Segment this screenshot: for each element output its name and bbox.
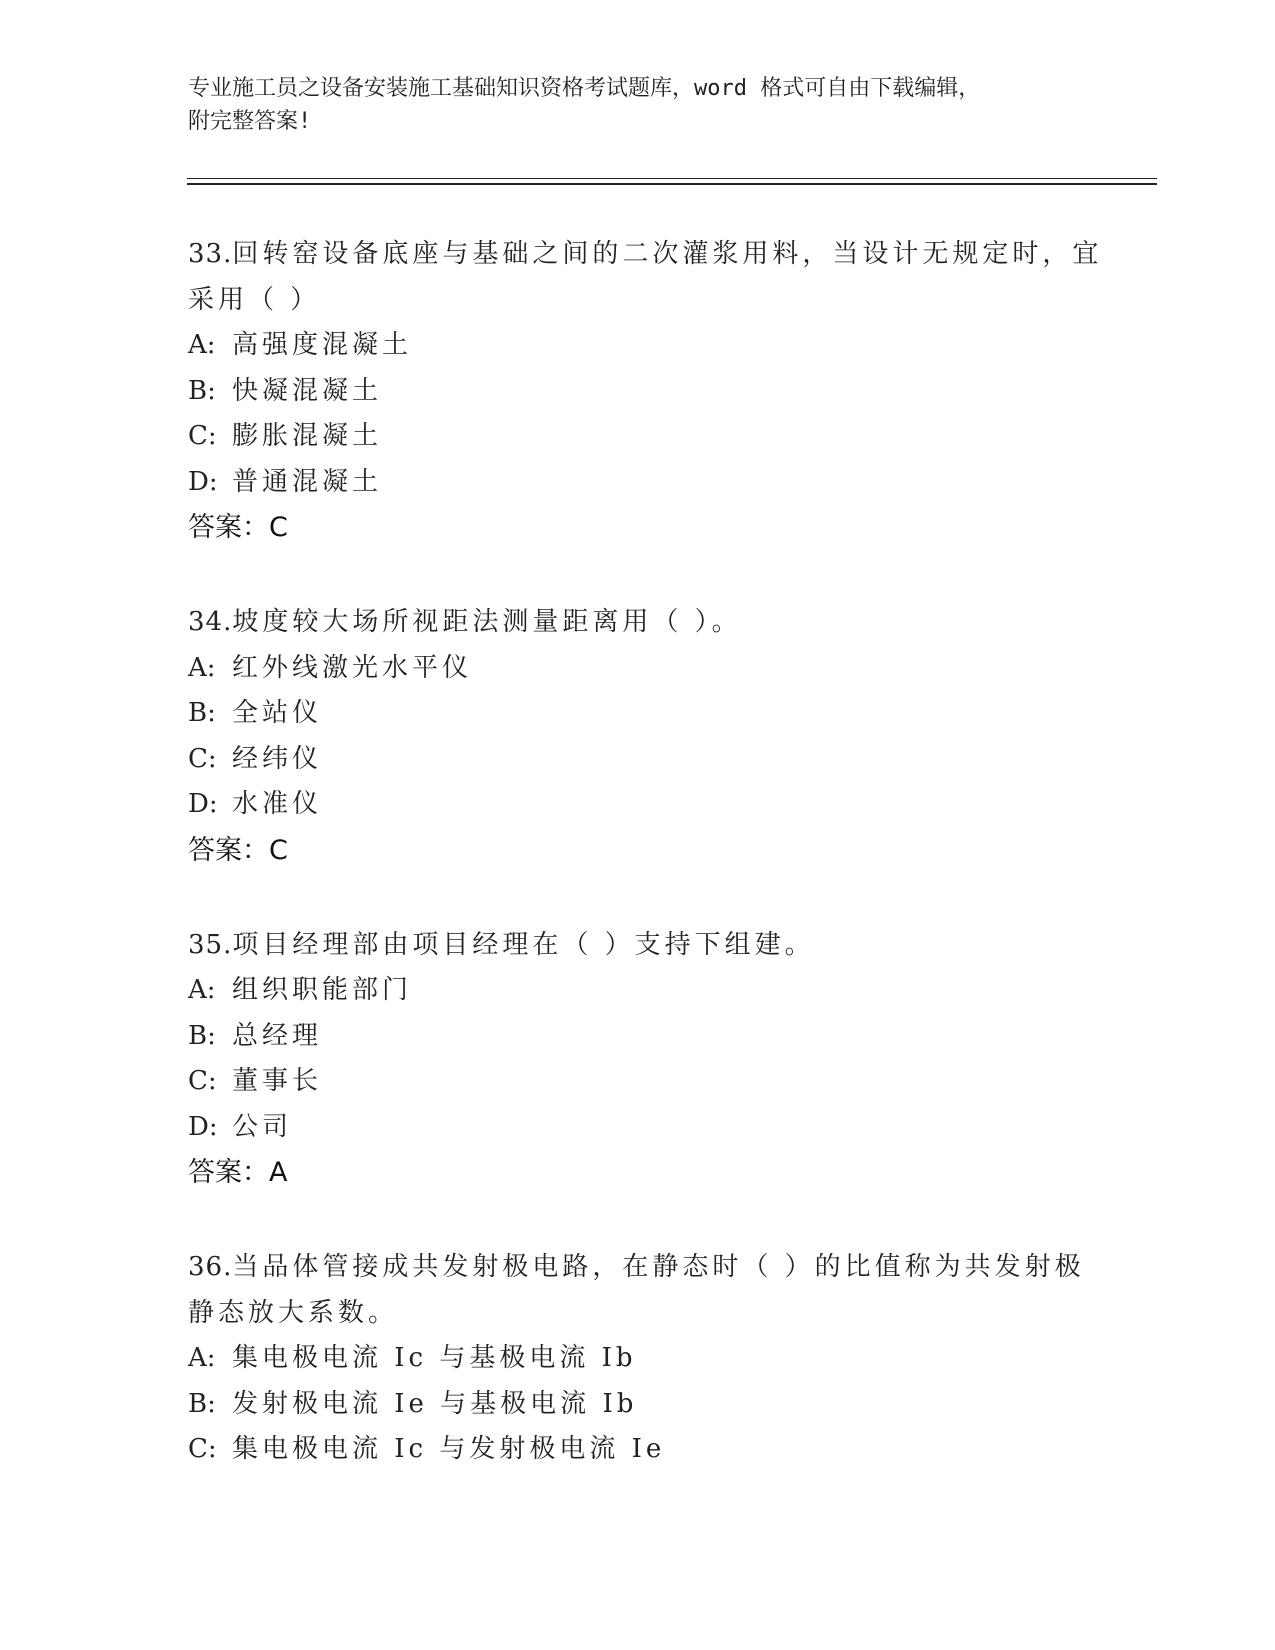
answer-key: 答案：A <box>188 1157 288 1188</box>
question-33 <box>188 232 1103 550</box>
option-text: 董事长 <box>232 1066 323 1096</box>
option-key: D: <box>188 1111 218 1142</box>
answer-option <box>188 1014 1088 1060</box>
question-stem-line <box>188 600 1088 646</box>
option-text: 集电极电流 Ic 与发射极电流 Ie <box>232 1434 666 1464</box>
answer-option <box>188 1336 1088 1382</box>
option-key: D: <box>188 789 218 819</box>
option-text: 经纬仪 <box>232 743 323 774</box>
option-key: A: <box>188 975 216 1005</box>
question-stem-text: 采用（ ） <box>188 284 321 315</box>
question-number: 34. <box>188 607 233 637</box>
option-key: B: <box>188 698 216 728</box>
question-stem-text: 静态放大系数。 <box>188 1297 399 1328</box>
option-key: B: <box>188 375 216 406</box>
option-key: C: <box>188 743 217 774</box>
answer-option <box>188 323 1088 369</box>
answer-option <box>188 691 1088 737</box>
answer-option <box>188 1427 1088 1473</box>
option-text: 水准仪 <box>232 789 323 819</box>
option-key: A: <box>188 1343 216 1373</box>
question-number: 35. <box>188 929 233 960</box>
option-key: D: <box>188 466 218 497</box>
header-line-2: 附完整答案! <box>188 109 312 134</box>
header-divider-bottom <box>187 183 1157 185</box>
question-stem-line <box>188 278 1088 324</box>
option-key: A: <box>188 330 216 360</box>
option-text: 组织职能部门 <box>232 975 413 1005</box>
option-text: 集电极电流 Ic 与基极电流 Ib <box>232 1343 637 1373</box>
question-stem-line <box>188 1245 1088 1291</box>
option-text: 高强度混凝土 <box>232 330 413 360</box>
answer-option <box>188 460 1088 506</box>
option-text: 普通混凝土 <box>232 466 383 497</box>
option-key: B: <box>188 1020 216 1051</box>
answer-option <box>188 1105 1088 1151</box>
answer-option <box>188 782 1088 828</box>
option-text: 公司 <box>232 1111 293 1142</box>
header-line-1: 专业施工员之设备安装施工基础知识资格考试题库，word 格式可自由下载编辑， <box>188 76 981 101</box>
question-number: 33. <box>188 239 233 269</box>
answer-option <box>188 968 1088 1014</box>
question-stem-text: 坡度较大场所视距法测量距离用（ ）。 <box>232 607 742 637</box>
answer-key: 答案：C <box>188 834 288 866</box>
option-text: 快凝混凝土 <box>232 375 383 406</box>
option-key: C: <box>188 1434 217 1464</box>
answer-option <box>188 414 1088 460</box>
answer-option <box>188 1382 1088 1428</box>
option-key: C: <box>188 421 217 451</box>
answer-option <box>188 737 1088 783</box>
question-stem-line <box>188 923 1088 969</box>
option-key: B: <box>188 1388 216 1419</box>
option-text: 膨胀混凝土 <box>232 421 383 451</box>
option-text: 全站仪 <box>232 698 323 728</box>
option-text: 发射极电流 Ie 与基极电流 Ib <box>232 1388 638 1419</box>
question-stem-text: 回转窑设备底座与基础之间的二次灌浆用料，当设计无规定时，宜 <box>232 239 1103 269</box>
answer-key: 答案：C <box>188 512 288 543</box>
option-text: 总经理 <box>232 1020 323 1051</box>
answer-option <box>188 646 1088 692</box>
question-number: 36. <box>188 1252 233 1282</box>
question-stem-text: 当品体管接成共发射极电路，在静态时（ ）的比值称为共发射极 <box>232 1252 1085 1282</box>
question-35 <box>188 923 1088 1196</box>
header-divider-top <box>187 178 1157 179</box>
document-header <box>188 72 1088 138</box>
answer-option <box>188 369 1088 415</box>
option-key: A: <box>188 652 216 683</box>
option-text: 红外线激光水平仪 <box>232 652 473 683</box>
question-stem-line <box>188 1291 1088 1337</box>
question-stem-text: 项目经理部由项目经理在（ ）支持下组建。 <box>232 929 815 960</box>
answer-option <box>188 1059 1088 1105</box>
option-key: C: <box>188 1066 217 1096</box>
question-36 <box>188 1245 1088 1473</box>
question-34 <box>188 600 1088 873</box>
question-list <box>188 232 1103 1523</box>
question-stem-line <box>188 232 1103 278</box>
